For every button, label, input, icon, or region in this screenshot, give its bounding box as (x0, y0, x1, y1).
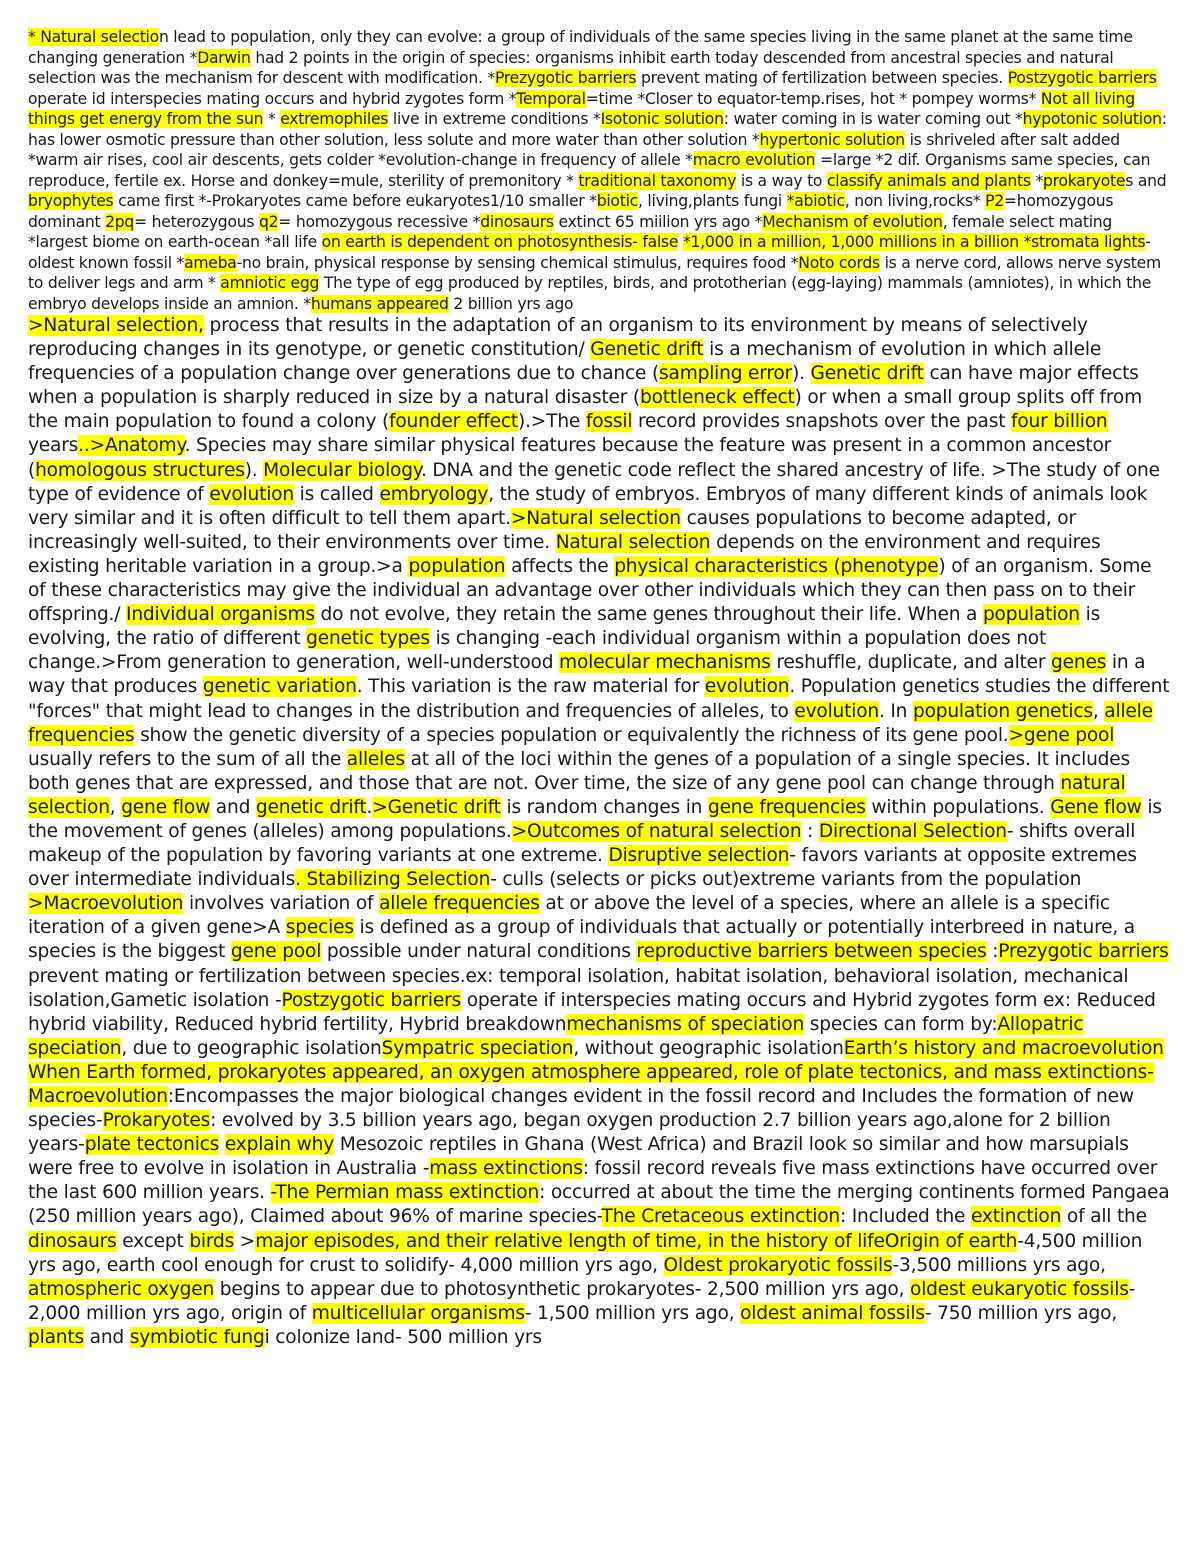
text-run: , female select mating *largest biome on earth-ocean *all life (28, 212, 1113, 251)
highlighted-term: hypotonic solution (1022, 110, 1162, 128)
text-run: =homozygous dominant (28, 192, 1114, 231)
highlighted-term: extinction (970, 1206, 1062, 1228)
highlighted-term: evolution (794, 700, 879, 722)
highlighted-term: classify animals and plants (826, 171, 1031, 190)
text-run: . In (878, 700, 913, 722)
text-run: - 1,500 million yrs ago, (524, 1302, 741, 1324)
text-run: ) or when a small group splits off from the main population to found a colony ( (28, 387, 1142, 433)
highlighted-term: >Natural selection, (28, 315, 204, 336)
text-run: : Included the (839, 1206, 971, 1228)
highlighted-term: Isotonic solution (600, 110, 724, 128)
highlighted-term: multicellular organisms (311, 1302, 525, 1324)
highlighted-term: dinosaurs (28, 1230, 117, 1252)
text-run: begins to appear due to photosynthetic prokaryotes- 2,500 million yrs ago, (214, 1278, 911, 1300)
highlighted-term: hypertonic solution (759, 130, 905, 149)
highlighted-term: founder effect (389, 411, 519, 433)
text-run: is called (293, 483, 380, 505)
text-run: ) of an organism. Some of these characteristics may give the individual an advantage over other individuals which they can then pass on to their offspring./ (28, 555, 1152, 626)
highlighted-term: . Stabilizing Selection (295, 869, 491, 891)
text-run: -4,500 million yrs ago, earth cool enough for crust to solidify- 4,000 million yrs ago, (28, 1230, 1143, 1276)
text-run: causes populations to become adapted, or increasingly well-suited, to their environments over time. (28, 507, 1076, 553)
text-run: : (986, 941, 999, 963)
highlighted-term: Prezygotic barriers (494, 69, 637, 87)
text-run: operate if interspecies mating occurs and Hybrid zygotes form ex: Reduced hybrid viability, Reduced hybrid fertility, Hybrid breakdown (28, 989, 1156, 1035)
highlighted-term: alleles (346, 748, 405, 770)
text-run: years (28, 435, 79, 457)
highlighted-term: evolution (209, 483, 294, 505)
text-run: -no brain, physical response by sensing chemical stimulus, requires food * (236, 253, 799, 272)
highlighted-term: Prokaryotes (102, 1110, 211, 1132)
highlighted-term: on earth is dependent on photosynthesis- false (321, 233, 679, 251)
text-run: * (1030, 171, 1044, 190)
text-run: is a way to (736, 171, 827, 190)
text-run: . This variation is the raw material for (356, 676, 705, 698)
text-run: species can form by: (804, 1013, 998, 1035)
text-run: usually refers to the sum of all the (28, 748, 347, 770)
text-run: :Encompasses the major biological changes evident in the fossil record and Includes the formation of new species- (28, 1086, 1134, 1132)
text-run: in a way that produces (28, 652, 1146, 698)
highlighted-term: >Natural selection (510, 507, 681, 529)
highlighted-term: >Macroevolution (28, 893, 184, 915)
highlighted-term: Mechanism of evolution (762, 212, 943, 231)
text-run: at all of the loci within the genes of a population of a single species. It includes both genes that are expressed, and those that are not. Over time, the size of any gene pool can change through (28, 748, 1130, 794)
text-run: prevent mating or fertilization between species.ex: temporal isolation, habitat isolation, behavioral isolation, mechanical isolation,Gametic isolation - (28, 965, 1129, 1011)
text-run: , due to geographic isolation (121, 1037, 382, 1059)
text-run: ). (792, 363, 811, 385)
text-run: is defined as a group of individuals that actually or potentially interbreed in nature, a species is the biggest (28, 917, 1135, 963)
highlighted-term: P2 (985, 192, 1004, 210)
highlighted-term: Noto cords (798, 253, 880, 272)
highlighted-term: Temporal (516, 89, 586, 108)
highlighted-term: Oldest prokaryotic fossils (663, 1254, 893, 1276)
text-run: ). (244, 459, 264, 481)
text-run: extinct 65 miilion yrs ago * (553, 212, 763, 231)
text-run: , (109, 796, 122, 818)
text-run: operate id interspecies mating occurs and hybrid zygotes form * (28, 89, 517, 108)
text-run: involves variation of (183, 893, 380, 915)
highlighted-term: molecular mechanisms (559, 652, 771, 674)
highlighted-term: symbiotic fung (129, 1326, 265, 1348)
highlighted-term: >Outcomes of natural selection (511, 820, 802, 842)
highlighted-term: q2 (258, 212, 279, 231)
text-run: , the study of embryos. Embryos of many different kinds of animals look very similar and it is often difficult to tell them apart. (28, 483, 1148, 529)
text-run: . DNA and the genetic code reflect the shared ancestry of life. >The study of one type of evidence of (28, 459, 1160, 505)
highlighted-term: Prezygotic barriers (998, 941, 1169, 963)
text-run: - shifts overall makeup of the population by favoring variants at one extreme. (28, 820, 1136, 867)
text-run: reshuffle, duplicate, and alter (770, 652, 1052, 674)
highlighted-term: Molecular biology (263, 459, 421, 481)
text-run: , non living,rocks* (844, 192, 986, 210)
text-run: s and (1125, 171, 1167, 190)
highlighted-term: ..>Anatomy (78, 435, 185, 457)
highlighted-term: Not all living things get energy from the sun (28, 89, 1135, 128)
highlighted-term: oldest eukaryotic fossils (910, 1278, 1129, 1300)
highlighted-term: species (285, 917, 354, 939)
text-run: is changing -each individual organism within a population does not change.>From generation to generation, well-understood (28, 628, 1047, 674)
text-run: : evolved by 3.5 billion years ago, began oxygen production 2.7 billion years ago,alone for 2 billion years- (28, 1110, 1111, 1156)
text-run: , without geographic isolation (573, 1037, 844, 1059)
highlighted-term: prokaryote (1043, 171, 1126, 190)
text-run: prevent mating of fertilization between species. (636, 69, 1008, 87)
highlighted-term: 2pq (105, 212, 135, 231)
highlighted-term: mass extinctions (429, 1158, 583, 1180)
text-run: * (263, 110, 281, 128)
highlighted-term: Natural selection (555, 531, 711, 553)
text-run: can have major effects when a population is sharply reduced in size by a natural disaster ( (28, 363, 1139, 409)
highlighted-term: >gene pool (1008, 724, 1115, 746)
highlighted-term: embryology (379, 483, 489, 505)
highlighted-term: Genetic drift (810, 363, 924, 385)
highlighted-term: genetic variation (202, 676, 357, 698)
text-run: =time *Closer to equator-temp.rises, hot * pompey worms* (585, 89, 1041, 108)
highlighted-term: ameba (184, 253, 237, 272)
highlighted-term: The Cretaceous extinction (601, 1206, 840, 1228)
text-run: =large *2 dif. Organisms same species, can reproduce, fertile ex. Horse and donkey=mule, sterility of premonitory * (28, 151, 1151, 190)
highlighted-term: mechanisms of speciation (566, 1013, 805, 1035)
text-run: = homozygous recessive * (278, 212, 481, 231)
highlighted-term: natural selection (28, 772, 1126, 818)
highlighted-term: humans appeared (310, 294, 449, 313)
highlighted-term: population (408, 555, 506, 577)
text-run: : (801, 820, 819, 842)
highlighted-term: homologous structures (35, 459, 245, 481)
highlighted-term: extremophiles (280, 110, 389, 128)
text-run: is random changes in (500, 796, 708, 818)
highlighted-term: Postzygotic barriers (1007, 69, 1157, 87)
text-run: - favors variants at opposite extremes over intermediate individuals (28, 845, 1137, 891)
highlighted-term: dinosaurs (480, 212, 554, 231)
text-run: is evolving, the ratio of different (28, 604, 1101, 650)
text-run: The type of egg produced by reptiles, birds, and prototherian (egg-laying) mammals (amniotes), in which the embryo develops inside an amnion. * (28, 274, 1152, 313)
highlighted-term: Origin of earth (884, 1230, 1018, 1252)
highlighted-term: major episodes, and their relative length of time, in the history of life (255, 1230, 885, 1252)
highlighted-term: Gene flow (1050, 796, 1142, 818)
text-run: : water coming in is water coming out * (723, 110, 1023, 128)
highlighted-term: -The Permian mass extinction (270, 1182, 540, 1204)
highlighted-term: Earth’s history and macroevolution When Earth formed, prokaryotes appeared, an oxygen atmosphere appeared, role of plate tectonics, and mass extinctions-Macroevolution (28, 1037, 1164, 1107)
highlighted-term: bottleneck effect (639, 387, 795, 409)
text-run: record provides snapshots over the past (632, 411, 1012, 433)
text-run: possible under natural conditions (321, 941, 637, 963)
highlighted-term: amniotic egg (220, 274, 320, 292)
highlighted-term: birds (189, 1230, 235, 1252)
highlighted-term: Directional Selection (818, 820, 1007, 842)
highlighted-term: reproductive barriers between species (636, 941, 987, 963)
text-run: i colonize land- 500 million yrs (264, 1326, 542, 1348)
text-run: do not evolve, they retain the same genes throughout their life. When a (314, 604, 983, 626)
text-run: is a mechanism of evolution in which allele frequencies of a population change over generations due to chance ( (28, 339, 1102, 385)
highlighted-term: traditional taxonomy (578, 171, 737, 190)
text-run: > (234, 1230, 256, 1252)
highlighted-term: Darwin (197, 48, 251, 67)
highlighted-term: population genetics (912, 700, 1093, 722)
highlighted-term: plate tectonics (84, 1134, 220, 1156)
highlighted-term: allele frequencies (28, 700, 1153, 746)
highlighted-term: Allopatric speciation (28, 1013, 1084, 1059)
text-run: except (116, 1230, 190, 1252)
notes-quick-facts (28, 27, 1172, 314)
highlighted-term: genetic drift (255, 796, 367, 818)
text-run: . Population genetics studies the different "forces" that might lead to changes in the distribution and frequencies of alleles, to (28, 676, 1170, 722)
highlighted-term: population (982, 604, 1080, 626)
text-run: -3,500 millions yrs ago, (892, 1254, 1106, 1276)
highlighted-term: Individual organisms (126, 604, 315, 626)
highlighted-term: explain why (224, 1134, 335, 1156)
text-run: - 2,000 million yrs ago, origin of (28, 1278, 1136, 1324)
text-run: of all the (1061, 1206, 1147, 1228)
highlighted-term: Genetic drift (590, 339, 704, 361)
text-run: depends on the environment and requires existing heritable variation in a group.>a (28, 531, 1101, 577)
highlighted-term: allele frequencies (379, 893, 540, 915)
highlighted-term: genetic types (306, 628, 430, 650)
text-run: , (1092, 700, 1105, 722)
highlighted-term: evolution (704, 676, 790, 698)
highlighted-term: gene flow (121, 796, 211, 818)
highlighted-term: *abiotic (786, 192, 845, 210)
highlighted-term: >Genetic drift (372, 796, 501, 818)
text-run: is a nerve cord, allows nerve system to deliver legs and arm * (28, 253, 1161, 292)
highlighted-term: four billion (1011, 411, 1108, 433)
notes-evolution-text (28, 314, 1172, 1350)
highlighted-term: macro evolution (692, 151, 816, 169)
text-run: - 750 million yrs ago, (924, 1302, 1118, 1324)
highlighted-term: atmospheric oxygen (28, 1278, 215, 1300)
text-run: = heterozygous (134, 212, 259, 231)
text-run: show the genetic diversity of a species population or equivalently the richness of its gene pool. (134, 724, 1009, 746)
highlighted-term: gene pool (230, 941, 322, 963)
highlighted-term: Sympatric speciation (381, 1037, 574, 1059)
highlighted-term: Postzygotic barriers (281, 989, 462, 1011)
text-run: at or above the level of a species, where an allele is a specific iteration of a given gene>A (28, 893, 1110, 939)
text-run: : occurred at about the time the merging continents formed Pangaea (250 million years ago), Claimed about 96% of marine species- (28, 1182, 1170, 1228)
highlighted-term: gene frequencies (707, 796, 866, 818)
text-run: . Species may share similar physical features because the feature was present in a common ancestor ( (28, 435, 1112, 481)
text-run: is shriveled after salt added *warm air rises, cool air descents, gets colder *evolution-change in frequency of allele * (28, 130, 1120, 169)
text-run: process that results in the adaptation of an organism to its environment by means of selectively reproducing changes in its genotype, or genetic constitution/ (28, 315, 1088, 361)
text-run: and (83, 1326, 130, 1348)
text-run: 2 billion yrs ago (448, 294, 574, 313)
text-run: - oldest known fossil * (28, 233, 1151, 272)
highlighted-term: fossil (585, 411, 633, 433)
text-run: : fossil record reveals five mass extinctions have occurred over the last 600 million years. (28, 1158, 1158, 1204)
text-run: came first *-Prokaryotes came before eukaryotes1/10 smaller * (113, 192, 597, 210)
text-run: within populations. (865, 796, 1051, 818)
highlighted-term: Disruptive selection (608, 845, 790, 867)
text-run: live in extreme conditions * (388, 110, 601, 128)
text-run: affects the (505, 555, 615, 577)
text-run: is the movement of genes (alleles) among populations. (28, 796, 1162, 842)
text-run: had 2 points in the origin of species: organisms inhibit earth today descended from ancestral species and natural selection was the mechanism for descent with modification. * (28, 48, 1114, 87)
highlighted-term: sampling error (659, 363, 793, 385)
text-run: , living,plants fungi (638, 192, 787, 210)
text-run: n lead to population, only they can evolve: a group of individuals of the same species living in the same planet at the same time changing generation * (28, 28, 1133, 67)
text-run: Mesozoic reptiles in Ghana (West Africa) and Brazil look so similar and how marsupials were free to evolve in isolation in Australia - (28, 1134, 1129, 1180)
text-run: . (366, 796, 373, 818)
highlighted-term: *1,000 in a million, 1,000 millions in a billion *stromata lights (682, 233, 1146, 251)
text-run: and (210, 796, 256, 818)
highlighted-term: physical characteristics (phenotype (614, 555, 939, 577)
highlighted-term: oldest animal fossils (740, 1302, 925, 1324)
text-run: : has lower osmotic pressure than other solution, less solute and more water than other solution * (28, 110, 1167, 149)
highlighted-term: biotic (596, 192, 638, 210)
text-run: - culls (selects or picks out)extreme variants from the population (490, 869, 1082, 891)
highlighted-term: bryophytes (28, 192, 114, 210)
highlighted-term: plants (28, 1326, 84, 1348)
highlighted-term: * Natural selectio (28, 28, 159, 46)
text-run: ).>The (518, 411, 586, 433)
highlighted-term: genes (1051, 652, 1107, 674)
